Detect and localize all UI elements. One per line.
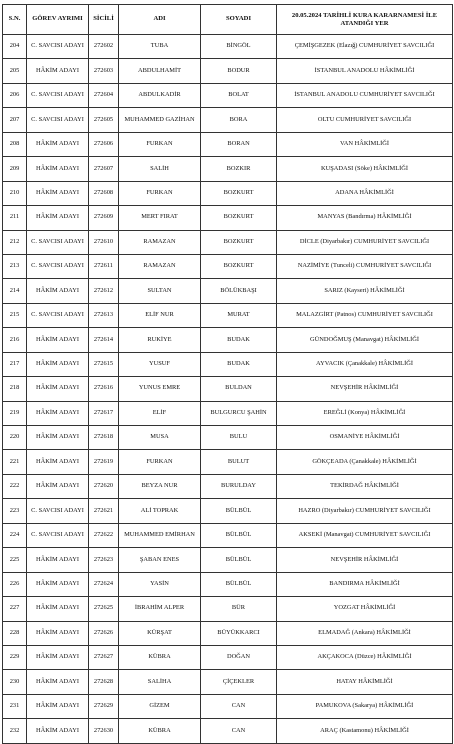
cell-surname: BOZKIR [201, 157, 277, 181]
cell-sn: 205 [3, 59, 27, 83]
cell-registry: 272625 [89, 597, 119, 621]
cell-surname: DOĞAN [201, 645, 277, 669]
table-row [3, 157, 453, 181]
cell-sn: 224 [3, 523, 27, 547]
table-row [3, 230, 453, 254]
table-row [3, 181, 453, 205]
cell-name: ABDULKADİR [119, 83, 201, 107]
cell-surname: BİNGÖL [201, 35, 277, 59]
table-row [3, 132, 453, 156]
cell-registry: 272606 [89, 132, 119, 156]
cell-surname: BÜYÜKKARCI [201, 621, 277, 645]
cell-sn: 227 [3, 597, 27, 621]
cell-name: SULTAN [119, 279, 201, 303]
cell-name: YASİN [119, 572, 201, 596]
cell-placement: AKSEKİ (Manavgat) CUMHURİYET SAVCILIĞI [277, 523, 453, 547]
table-row [3, 328, 453, 352]
table-row [3, 303, 453, 327]
cell-placement: AKÇAKOCA (Düzce) HÂKİMLİĞİ [277, 645, 453, 669]
cell-role: HÂKİM ADAYI [27, 59, 89, 83]
cell-placement: İSTANBUL ANADOLU CUMHURİYET SAVCILIĞI [277, 83, 453, 107]
cell-registry: 272609 [89, 206, 119, 230]
table-row [3, 597, 453, 621]
cell-surname: BÜLBÜL [201, 548, 277, 572]
cell-sn: 215 [3, 303, 27, 327]
cell-role: C. SAVCISI ADAYI [27, 254, 89, 278]
cell-sn: 217 [3, 352, 27, 376]
cell-name: RAMAZAN [119, 254, 201, 278]
cell-name: RAMAZAN [119, 230, 201, 254]
cell-role: HÂKİM ADAYI [27, 401, 89, 425]
cell-role: HÂKİM ADAYI [27, 645, 89, 669]
cell-sn: 221 [3, 450, 27, 474]
cell-registry: 272603 [89, 59, 119, 83]
table-row [3, 670, 453, 694]
cell-registry: 272630 [89, 719, 119, 743]
cell-registry: 272611 [89, 254, 119, 278]
cell-sn: 211 [3, 206, 27, 230]
cell-registry: 272622 [89, 523, 119, 547]
cell-placement: İSTANBUL ANADOLU HÂKİMLİĞİ [277, 59, 453, 83]
table-row [3, 499, 453, 523]
cell-surname: BULUT [201, 450, 277, 474]
cell-surname: BULU [201, 426, 277, 450]
cell-name: FURKAN [119, 450, 201, 474]
cell-surname: BORA [201, 108, 277, 132]
cell-registry: 272614 [89, 328, 119, 352]
cell-placement: GÜNDOĞMUŞ (Manavgat) HÂKİMLİĞİ [277, 328, 453, 352]
cell-name: YUNUS EMRE [119, 377, 201, 401]
cell-sn: 204 [3, 35, 27, 59]
cell-surname: BÖLÜKBAŞI [201, 279, 277, 303]
table-row [3, 719, 453, 743]
cell-role: HÂKİM ADAYI [27, 352, 89, 376]
cell-surname: BURULDAY [201, 474, 277, 498]
cell-sn: 212 [3, 230, 27, 254]
table-row [3, 254, 453, 278]
cell-registry: 272628 [89, 670, 119, 694]
table-row [3, 401, 453, 425]
cell-placement: GÖKÇEADA (Çanakkale) HÂKİMLİĞİ [277, 450, 453, 474]
cell-sn: 208 [3, 132, 27, 156]
cell-role: C. SAVCISI ADAYI [27, 303, 89, 327]
header-sn: S.N. [3, 5, 27, 35]
cell-role: HÂKİM ADAYI [27, 474, 89, 498]
cell-placement: ADANA HÂKİMLİĞİ [277, 181, 453, 205]
header-row [3, 5, 453, 35]
cell-role: C. SAVCISI ADAYI [27, 230, 89, 254]
cell-name: KÜRŞAT [119, 621, 201, 645]
cell-role: HÂKİM ADAYI [27, 572, 89, 596]
cell-placement: YOZGAT HÂKİMLİĞİ [277, 597, 453, 621]
cell-registry: 272613 [89, 303, 119, 327]
cell-role: HÂKİM ADAYI [27, 694, 89, 718]
table-row [3, 694, 453, 718]
cell-role: C. SAVCISI ADAYI [27, 499, 89, 523]
cell-name: FURKAN [119, 181, 201, 205]
cell-name: FURKAN [119, 132, 201, 156]
cell-surname: BULDAN [201, 377, 277, 401]
table-row [3, 621, 453, 645]
table-row [3, 474, 453, 498]
cell-sn: 231 [3, 694, 27, 718]
cell-registry: 272607 [89, 157, 119, 181]
table-row [3, 572, 453, 596]
cell-name: SALİHA [119, 670, 201, 694]
cell-sn: 214 [3, 279, 27, 303]
cell-registry: 272618 [89, 426, 119, 450]
cell-registry: 272620 [89, 474, 119, 498]
cell-placement: PAMUKOVA (Sakarya) HÂKİMLİĞİ [277, 694, 453, 718]
cell-placement: BANDIRMA HÂKİMLİĞİ [277, 572, 453, 596]
cell-surname: BÜR [201, 597, 277, 621]
cell-placement: NEVŞEHİR HÂKİMLİĞİ [277, 377, 453, 401]
cell-name: ŞABAN ENES [119, 548, 201, 572]
cell-surname: BOZKURT [201, 181, 277, 205]
cell-name: ELİF NUR [119, 303, 201, 327]
table-row [3, 426, 453, 450]
cell-registry: 272608 [89, 181, 119, 205]
table-body [3, 35, 453, 744]
header-placement: 20.05.2024 TARİHLİ KURA KARARNAMESİ İLE ATANDIĞI YER [277, 5, 453, 35]
placement-table [2, 4, 453, 744]
cell-registry: 272629 [89, 694, 119, 718]
cell-placement: KUŞADASI (Söke) HÂKİMLİĞİ [277, 157, 453, 181]
cell-role: HÂKİM ADAYI [27, 548, 89, 572]
cell-name: SALİH [119, 157, 201, 181]
table-row [3, 645, 453, 669]
cell-placement: ÇEMİŞGEZEK (Elazığ) CUMHURİYET SAVCILIĞI [277, 35, 453, 59]
table-row [3, 108, 453, 132]
cell-sn: 225 [3, 548, 27, 572]
cell-placement: HATAY HÂKİMLİĞİ [277, 670, 453, 694]
cell-registry: 272612 [89, 279, 119, 303]
cell-name: BEYZA NUR [119, 474, 201, 498]
cell-role: HÂKİM ADAYI [27, 328, 89, 352]
table-row [3, 450, 453, 474]
cell-sn: 213 [3, 254, 27, 278]
cell-name: YUSUF [119, 352, 201, 376]
cell-registry: 272602 [89, 35, 119, 59]
cell-role: HÂKİM ADAYI [27, 279, 89, 303]
cell-surname: ÇİÇEKLER [201, 670, 277, 694]
cell-name: GİZEM [119, 694, 201, 718]
cell-surname: BOZKURT [201, 206, 277, 230]
cell-name: TUBA [119, 35, 201, 59]
cell-placement: SARIZ (Kayseri) HÂKİMLİĞİ [277, 279, 453, 303]
cell-role: HÂKİM ADAYI [27, 719, 89, 743]
cell-registry: 272604 [89, 83, 119, 107]
table-row [3, 352, 453, 376]
cell-registry: 272627 [89, 645, 119, 669]
cell-sn: 226 [3, 572, 27, 596]
cell-role: HÂKİM ADAYI [27, 670, 89, 694]
cell-role: HÂKİM ADAYI [27, 206, 89, 230]
cell-placement: DİCLE (Diyarbakır) CUMHURİYET SAVCILIĞI [277, 230, 453, 254]
cell-name: MUSA [119, 426, 201, 450]
cell-placement: TEKİRDAĞ HÂKİMLİĞİ [277, 474, 453, 498]
cell-name: MUHAMMED GAZİHAN [119, 108, 201, 132]
cell-registry: 272610 [89, 230, 119, 254]
cell-registry: 272621 [89, 499, 119, 523]
cell-name: İBRAHİM ALPER [119, 597, 201, 621]
cell-surname: BOZKURT [201, 254, 277, 278]
cell-registry: 272624 [89, 572, 119, 596]
cell-name: ALİ TOPRAK [119, 499, 201, 523]
cell-role: C. SAVCISI ADAYI [27, 83, 89, 107]
cell-placement: AYVACIK (Çanakkale) HÂKİMLİĞİ [277, 352, 453, 376]
cell-placement: MALAZGİRT (Patnos) CUMHURİYET SAVCILIĞI [277, 303, 453, 327]
cell-surname: BODUR [201, 59, 277, 83]
cell-sn: 209 [3, 157, 27, 181]
cell-placement: NEVŞEHİR HÂKİMLİĞİ [277, 548, 453, 572]
cell-sn: 207 [3, 108, 27, 132]
table-row [3, 59, 453, 83]
cell-surname: BOZKURT [201, 230, 277, 254]
cell-sn: 210 [3, 181, 27, 205]
cell-name: KÜBRA [119, 645, 201, 669]
cell-role: HÂKİM ADAYI [27, 426, 89, 450]
cell-registry: 272615 [89, 352, 119, 376]
cell-placement: OLTU CUMHURİYET SAVCILIĞI [277, 108, 453, 132]
table-row [3, 279, 453, 303]
cell-registry: 272616 [89, 377, 119, 401]
header-name: ADI [119, 5, 201, 35]
cell-name: RUKİYE [119, 328, 201, 352]
cell-role: C. SAVCISI ADAYI [27, 523, 89, 547]
cell-role: HÂKİM ADAYI [27, 132, 89, 156]
cell-sn: 216 [3, 328, 27, 352]
cell-role: HÂKİM ADAYI [27, 181, 89, 205]
cell-surname: BORAN [201, 132, 277, 156]
cell-registry: 272623 [89, 548, 119, 572]
header-surname: SOYADI [201, 5, 277, 35]
cell-role: C. SAVCISI ADAYI [27, 108, 89, 132]
cell-sn: 218 [3, 377, 27, 401]
cell-placement: VAN HÂKİMLİĞİ [277, 132, 453, 156]
cell-role: HÂKİM ADAYI [27, 597, 89, 621]
table-row [3, 35, 453, 59]
cell-surname: BÜLBÜL [201, 523, 277, 547]
cell-sn: 228 [3, 621, 27, 645]
cell-name: KÜBRA [119, 719, 201, 743]
cell-surname: BÜLBÜL [201, 499, 277, 523]
cell-placement: EREĞLİ (Konya) HÂKİMLİĞİ [277, 401, 453, 425]
cell-placement: ARAÇ (Kastamonu) HÂKİMLİĞİ [277, 719, 453, 743]
cell-role: HÂKİM ADAYI [27, 621, 89, 645]
cell-name: ABDULHAMİT [119, 59, 201, 83]
cell-sn: 229 [3, 645, 27, 669]
cell-placement: NAZİMİYE (Tunceli) CUMHURİYET SAVCILIĞI [277, 254, 453, 278]
cell-surname: BÜLBÜL [201, 572, 277, 596]
cell-name: MUHAMMED EMİRHAN [119, 523, 201, 547]
table-row [3, 548, 453, 572]
cell-sn: 232 [3, 719, 27, 743]
cell-surname: BUDAK [201, 328, 277, 352]
cell-sn: 230 [3, 670, 27, 694]
cell-placement: OSMANİYE HÂKİMLİĞİ [277, 426, 453, 450]
table-row [3, 206, 453, 230]
header-registry: SİCİLİ [89, 5, 119, 35]
cell-surname: CAN [201, 694, 277, 718]
cell-name: MERT FIRAT [119, 206, 201, 230]
cell-sn: 219 [3, 401, 27, 425]
cell-surname: CAN [201, 719, 277, 743]
cell-surname: BUDAK [201, 352, 277, 376]
table-header [3, 5, 453, 35]
cell-surname: BOLAT [201, 83, 277, 107]
cell-registry: 272605 [89, 108, 119, 132]
cell-name: ELİF [119, 401, 201, 425]
table-row [3, 377, 453, 401]
cell-placement: ELMADAĞ (Ankara) HÂKİMLİĞİ [277, 621, 453, 645]
cell-placement: HAZRO (Diyarbakır) CUMHURİYET SAVCILIĞI [277, 499, 453, 523]
table-row [3, 523, 453, 547]
cell-registry: 272626 [89, 621, 119, 645]
cell-sn: 206 [3, 83, 27, 107]
cell-surname: MURAT [201, 303, 277, 327]
cell-role: HÂKİM ADAYI [27, 157, 89, 181]
cell-registry: 272617 [89, 401, 119, 425]
cell-sn: 222 [3, 474, 27, 498]
cell-surname: BULGURCU ŞAHİN [201, 401, 277, 425]
cell-role: HÂKİM ADAYI [27, 450, 89, 474]
cell-role: C. SAVCISI ADAYI [27, 35, 89, 59]
cell-sn: 220 [3, 426, 27, 450]
cell-sn: 223 [3, 499, 27, 523]
cell-registry: 272619 [89, 450, 119, 474]
cell-placement: MANYAS (Bandırma) HÂKİMLİĞİ [277, 206, 453, 230]
header-role: GÖREV AYRIMI [27, 5, 89, 35]
cell-role: HÂKİM ADAYI [27, 377, 89, 401]
table-row [3, 83, 453, 107]
